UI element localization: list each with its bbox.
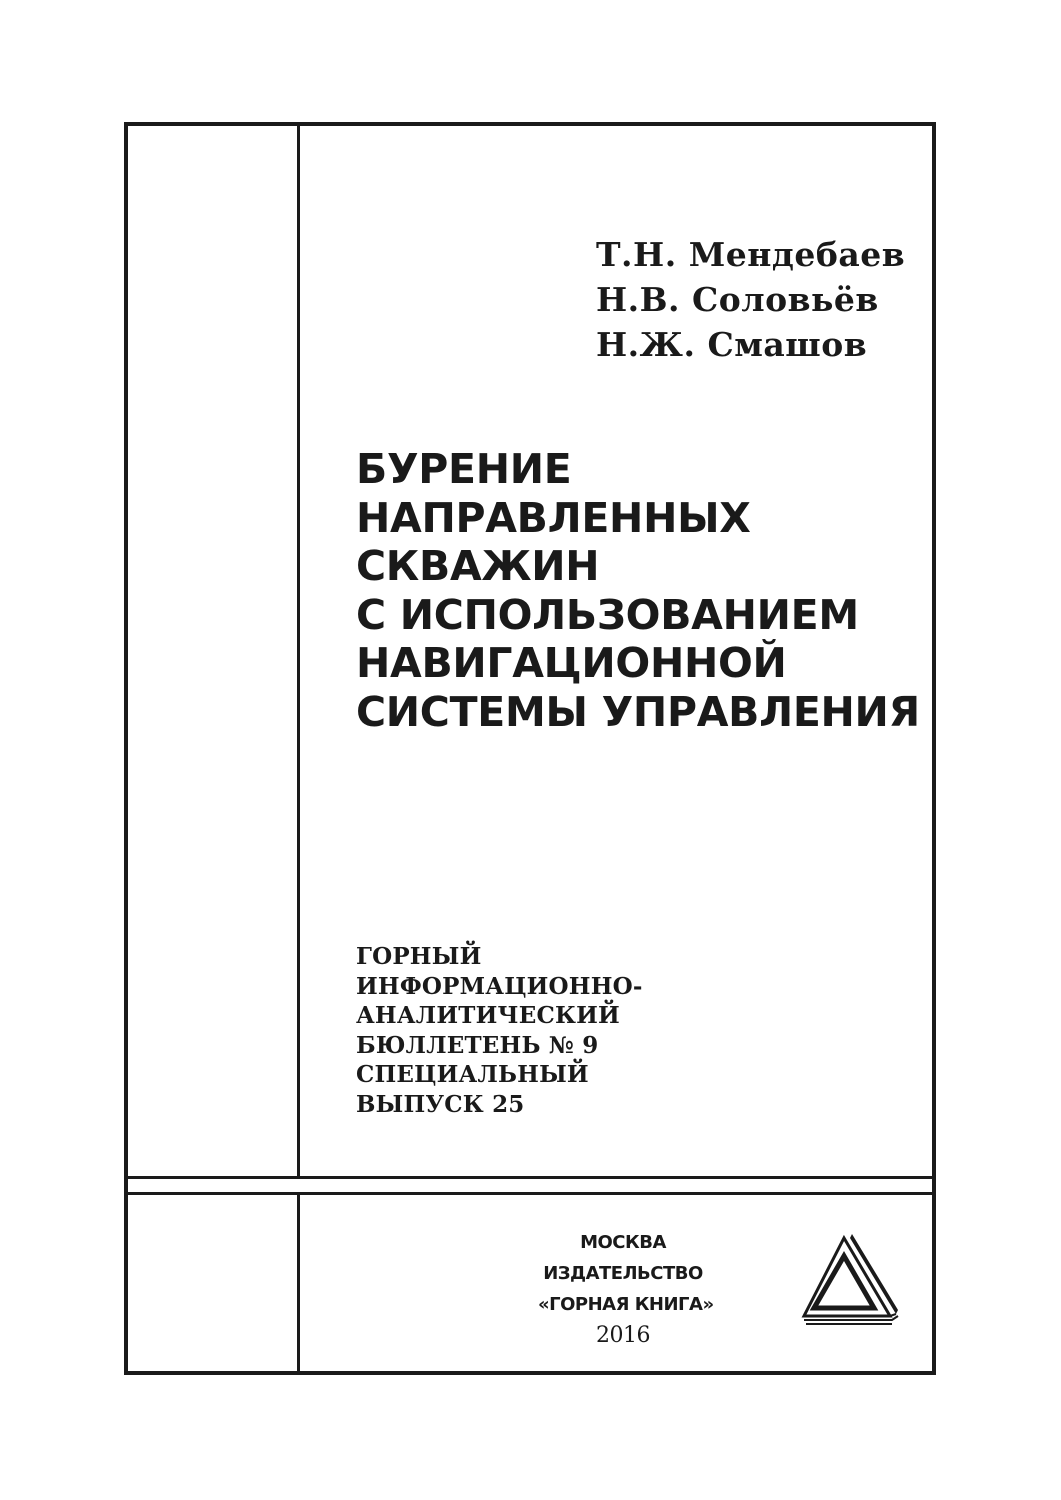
- title-line: НАВИГАЦИОННОЙ: [356, 639, 787, 687]
- title-line: СИСТЕМЫ УПРАВЛЕНИЯ: [356, 687, 920, 736]
- publisher-name: «ГОРНАЯ КНИГА»: [538, 1294, 714, 1315]
- author-name: Н.Ж. Смашов: [596, 325, 868, 364]
- publication-year: 2016: [596, 1323, 650, 1348]
- title-line: НАПРАВЛЕННЫХ: [356, 493, 751, 542]
- book-title: [356, 445, 920, 736]
- author-name: Н.В. Соловьёв: [596, 280, 879, 319]
- series-info: [356, 942, 643, 1119]
- title-line: СКВАЖИН: [356, 542, 600, 590]
- series-line: СПЕЦИАЛЬНЫЙ: [356, 1061, 589, 1088]
- publisher-city: МОСКВА: [580, 1232, 666, 1253]
- series-line: БЮЛЛЕТЕНЬ № 9: [356, 1031, 599, 1059]
- left-column-divider: [297, 124, 300, 1176]
- title-line: БУРЕНИЕ: [356, 445, 572, 493]
- series-line: ИНФОРМАЦИОННО-: [356, 972, 643, 1000]
- footer-divider-bottom: [126, 1192, 934, 1195]
- publisher-label: ИЗДАТЕЛЬСТВО: [543, 1263, 703, 1284]
- left-column-divider-lower: [297, 1194, 300, 1374]
- publisher-block: [538, 1227, 714, 1351]
- author-name: Т.Н. Мендебаев: [596, 235, 906, 274]
- footer-divider-top: [126, 1176, 934, 1179]
- triangle-book-logo-icon: [800, 1228, 900, 1328]
- title-line: С ИСПОЛЬЗОВАНИЕМ: [356, 590, 859, 639]
- series-line: ГОРНЫЙ: [356, 943, 482, 970]
- series-line: АНАЛИТИЧЕСКИЙ: [356, 1002, 620, 1029]
- series-line: ВЫПУСК 25: [356, 1090, 525, 1118]
- authors-block: [596, 232, 905, 367]
